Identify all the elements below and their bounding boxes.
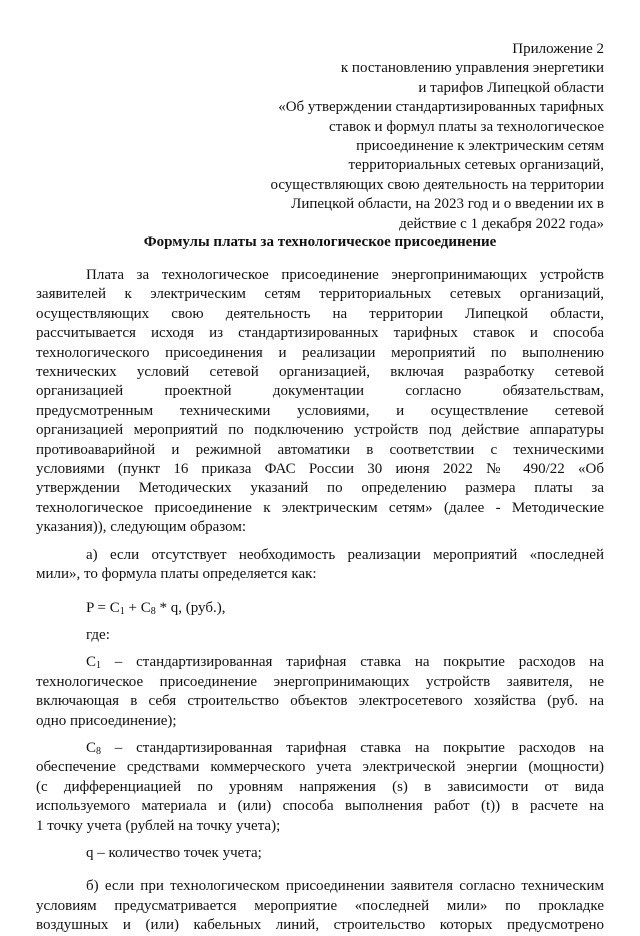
where-label: где: [86,626,110,643]
paragraph-case-b [36,877,604,935]
c1-text: – стандартизированная тарифная ставка на покрытие расходов на [101,654,604,671]
header-line: и тарифов Липецкой области [418,79,604,96]
formula-sub-1: 1 [119,605,125,617]
appendix-header [270,40,604,234]
header-line: осуществляющих свою деятельность на территории [270,176,604,193]
text-line: воздушных и (или) кабельных линий, строительство которых предусмотрено [36,917,604,934]
paragraph-intro [36,266,604,538]
c8-symbol: C [86,739,97,756]
text-line: обеспечение средствами коммерческого учета электрической энергии (мощности) [36,759,604,776]
header-line: действие с 1 декабря 2022 года» [399,215,604,232]
header-line: присоединение к электрическим сетям [356,138,604,155]
text-line: Плата за технологическое присоединение энергопринимающих устройств [86,267,604,283]
text-line: условиям предусматривается мероприятие «последней мили» по прокладке [36,897,604,914]
text-line: утверждении Методических указаний по определению размера платы за [36,480,604,497]
text-line: предусмотренным техническими условиями, и осуществление сетевой [36,402,604,419]
header-line: территориальных сетевых организаций, [348,157,604,174]
text-line: условиями (пункт 16 приказа ФАС России 30 июня 2022 № 490/22 «Об [36,461,604,478]
text-line: рассчитывается исходя из стандартизированных тарифных ставок и способа [36,325,604,342]
header-line: к постановлению управления энергетики [340,60,604,77]
text-line: включающая в себя строительство объектов электросетевого хозяйства (руб. на [36,693,604,710]
c1-sub: 1 [96,660,102,672]
definition-c8 [36,739,604,836]
header-line: «Об утверждении стандартизированных тарифных [278,99,604,116]
text-line: (с дифференциацией по уровням напряжения (s) в зависимости от вида [36,778,604,795]
text-line [36,653,604,672]
document-body [36,266,604,936]
c8-text: – стандартизированная тарифная ставка на покрытие расходов на [101,739,604,756]
formula-p: P = C [86,599,120,616]
formula [86,599,604,618]
c8-sub: 8 [96,745,102,757]
c1-symbol: C [86,654,97,671]
text-line: б) если при технологическом присоединении заявителя согласно техническим [86,878,604,895]
definition-q: q – количество точек учета; [86,844,262,861]
text-line: заявителей к электрическим сетям территориальных сетевых организаций, [36,286,604,303]
formula-plus: + C [124,599,151,616]
text-line: мили», то формула платы определяется как: [36,566,317,583]
header-line: Липецкой области, на 2023 год и о введении их в [291,196,604,213]
text-line: а) если отсутствует необходимость реализации мероприятий «последней [86,546,604,563]
text-line: одно присоединение); [36,712,177,729]
definition-c1 [36,653,604,731]
text-line: противоаварийной и режимной автоматики в соответствии с техническими [36,441,604,458]
text-line: технологическое присоединение к электрическим сетям» (далее - Методические [36,499,604,516]
text-line: используемого материала и (или) способа выполнения работ (t)) в расчете на [36,798,604,815]
header-line: Приложение 2 [512,41,604,57]
text-line [36,739,604,758]
text-line: технологического присоединения и реализации мероприятий по выполнению [36,344,604,361]
text-line: организацией проектной документации согласно обязательствам, [36,383,604,400]
paragraph-case-a [36,546,604,585]
formula-sub-8: 8 [150,605,156,617]
text-line: указания)), следующим образом: [36,519,247,536]
header-line: ставок и формул платы за технологическое [328,118,604,135]
text-line: технических условий сетевой организацией, включая разработку сетевой [36,364,604,381]
text-line: 1 точку учета (рублей на точку учета); [36,817,281,834]
document-title: Формулы платы за технологическое присоединение [143,234,497,250]
formula-rest: * q, (руб.), [155,599,226,616]
text-line: организацией мероприятий по подключению устройств под действие аппаратуры [36,422,604,439]
text-line: технологическое присоединение энергопринимающих устройств заявителя, не [36,673,604,690]
text-line: осуществляющих свою деятельность на территории Липецкой области, [36,305,604,322]
